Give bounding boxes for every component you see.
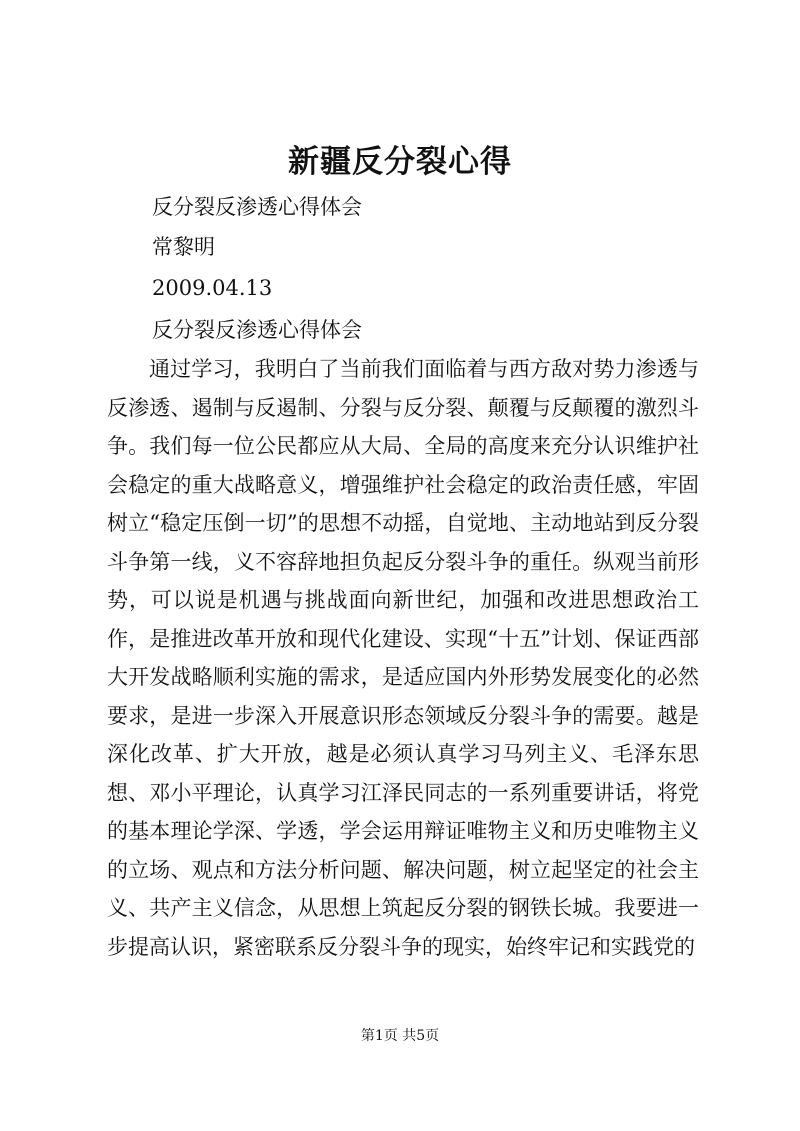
document-date: 2009.04.13: [152, 276, 273, 300]
document-title: 新疆反分裂心得: [288, 144, 512, 180]
page-footer: 第1页 共5页: [360, 1028, 440, 1044]
document-subtitle: 反分裂反渗透心得体会: [152, 195, 362, 219]
author-name: 常黎明: [152, 235, 215, 259]
body-paragraph: 通过学习，我明白了当前我们面临着与西方敌对势力渗透与反渗透、遏制与反遏制、分裂与反分裂、颠覆与反颠覆的激烈斗争。我们每一位公民都应从大局、全局的高度来充分认识维护社会稳定的重大战略意义，增强维护社会稳定的政治责任感，牢固树立“稳定压倒一切”的思想不动摇，自觉地、主动地站到反分裂斗争第一线，义不容辞地担负起反分裂斗争的重任。纵观当前形势，可以说是机遇与挑战面向新世纪，加强和改进思想政治工作，是推进改革开放和现代化建设、实现“十五”计划、保证西部大开发战略顺利实施的需求，是适应国内外形势发展变化的必然要求，是进一步深入开展意识形态领域反分裂斗争的需要。越是深化改革、扩大开放，越是必须认真学习马列主义、毛泽东思想、邓小平理论，认真学习江泽民同志的一系列重要讲话，将党的基本理论学深、学透，学会运用辩证唯物主义和历史唯物主义的立场、观点和方法分析问题、解决问题，树立起坚定的社会主义、共产主义信念，从思想上筑起反分裂的钢铁长城。我要进一步提高认识，紧密联系反分裂斗争的现实，始终牢记和实践党的: [107, 357, 699, 959]
section-heading: 反分裂反渗透心得体会: [152, 318, 362, 342]
